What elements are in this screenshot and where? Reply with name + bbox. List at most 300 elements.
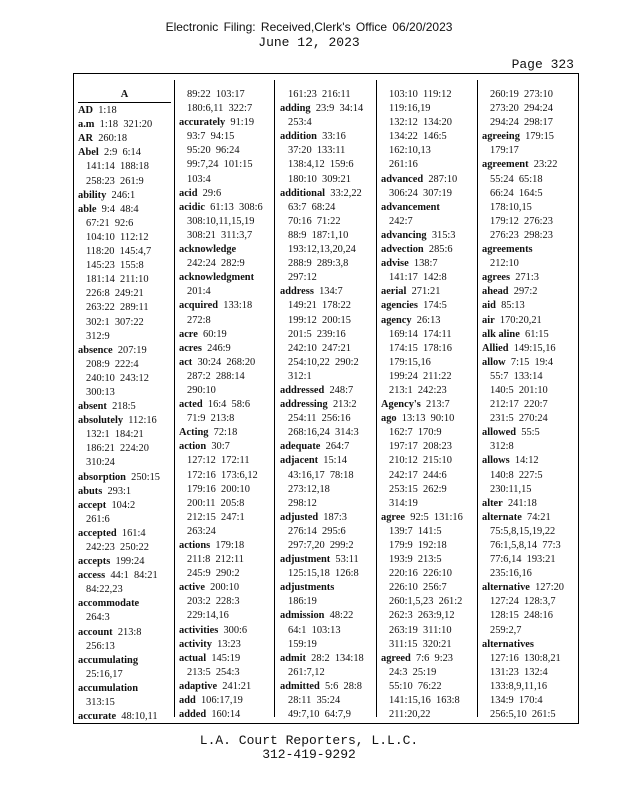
- index-term: activities: [179, 624, 219, 636]
- index-term: address: [280, 286, 314, 298]
- index-continuation: 313:15: [86, 697, 115, 709]
- index-term: adjacent: [280, 455, 319, 467]
- index-continuation: 230:11,15: [490, 483, 532, 495]
- index-term: agreeing: [482, 131, 520, 143]
- index-page-refs: 260:18: [93, 133, 128, 145]
- index-page-refs: 1:18: [93, 105, 117, 117]
- index-entry: [482, 328, 575, 342]
- index-entry: [179, 328, 272, 342]
- reporter-phone: 312-419-9292: [262, 747, 356, 762]
- index-entry: [482, 511, 575, 525]
- index-page-refs: 33:16: [316, 131, 346, 143]
- index-page-refs: 199:24: [110, 556, 145, 568]
- index-continuation: 200:11 205:8: [187, 497, 245, 509]
- index-entry: [280, 454, 373, 468]
- index-continuation: 162:10,13: [389, 145, 431, 157]
- index-continuation: 261:16: [389, 159, 418, 171]
- index-column-1: [78, 88, 171, 724]
- index-entry: [280, 652, 373, 666]
- efiling-stamp: Electronic Filing: Received,Clerk's Office 06/20/2023: [165, 20, 453, 34]
- index-entry: [482, 299, 575, 313]
- index-entry: [78, 203, 171, 217]
- index-term: Abel: [78, 147, 99, 159]
- index-term: agree: [381, 511, 406, 523]
- index-page-refs: 28:2 134:18: [305, 652, 364, 664]
- index-entry: [78, 499, 171, 513]
- index-continuation: 261:6: [86, 513, 110, 525]
- index-continuation: 67:21 92:6: [86, 217, 134, 229]
- index-continuation: 229:14,16: [187, 610, 229, 622]
- page-number: Page 323: [511, 57, 574, 72]
- index-continuation: 212:17 220:7: [490, 399, 548, 411]
- index-entry: [381, 285, 474, 299]
- index-entry: [78, 555, 171, 569]
- index-entry: [179, 398, 272, 412]
- index-entry: [280, 398, 373, 412]
- index-page-refs: 138:7: [408, 258, 438, 270]
- index-continuation: 263:24: [187, 525, 216, 537]
- index-continuation: 213:5 254:3: [187, 666, 240, 678]
- index-term: alter: [482, 497, 503, 509]
- index-entry: [179, 694, 272, 708]
- index-continuation: 276:14 295:6: [288, 525, 346, 537]
- index-term: adaptive: [179, 680, 218, 692]
- index-continuation: 253:4: [288, 117, 312, 129]
- index-page-refs: 5:6 28:8: [319, 680, 362, 692]
- index-term: absence: [78, 344, 113, 356]
- index-page-refs: 187:3: [318, 511, 347, 523]
- index-page-refs: 30:24 268:20: [192, 356, 256, 368]
- index-page-refs: 134:7: [313, 286, 343, 298]
- index-continuation: 179:17: [490, 145, 519, 157]
- index-term: add: [179, 695, 196, 707]
- index-term: addressing: [280, 399, 328, 411]
- index-term: aerial: [381, 286, 407, 298]
- index-term: activity: [179, 638, 212, 650]
- index-entry: [179, 299, 272, 313]
- index-continuation: 199:12 200:15: [288, 314, 351, 326]
- index-continuation: 84:22,23: [86, 584, 123, 596]
- index-page-refs: 264:7: [320, 441, 350, 453]
- index-continuation: 93:7 94:15: [187, 131, 235, 143]
- index-term: able: [78, 203, 97, 215]
- index-term: added: [179, 709, 207, 721]
- index-continuation: 179:16 200:10: [187, 483, 250, 495]
- index-term: alternate: [482, 511, 522, 523]
- index-page-refs: 293:1: [102, 485, 132, 497]
- index-continuation: 314:19: [389, 497, 418, 509]
- index-continuation: 201:5 239:16: [288, 328, 346, 340]
- index-continuation: 180:6,11 322:7: [187, 103, 253, 115]
- index-term: alternatives: [482, 638, 534, 650]
- index-term: agency: [381, 314, 412, 326]
- index-continuation: 256:5,10 261:5: [490, 709, 556, 721]
- index-continuation: 308:21 311:3,7: [187, 229, 253, 241]
- index-page-refs: 207:19: [112, 344, 147, 356]
- index-term: acres: [179, 342, 202, 354]
- index-term: addressed: [280, 384, 325, 396]
- index-page-refs: 48:22: [324, 610, 354, 622]
- index-entry: [78, 569, 171, 583]
- index-entry: [179, 680, 272, 694]
- index-term: adjustment: [280, 554, 331, 566]
- index-continuation: 268:16,24 314:3: [288, 427, 359, 439]
- index-term: active: [179, 582, 205, 594]
- index-entry: [381, 652, 474, 666]
- index-page-refs: 7:6 9:23: [410, 652, 453, 664]
- index-continuation: 312:1: [288, 370, 312, 382]
- index-entry: [482, 271, 575, 285]
- index-term: acknowledgment: [179, 272, 255, 284]
- index-column-2: [179, 88, 272, 722]
- index-entry: [78, 146, 171, 160]
- index-continuation: 141:14 188:18: [86, 161, 149, 173]
- index-entry: [381, 229, 474, 243]
- index-continuation: 197:17 208:23: [389, 441, 452, 453]
- column-divider: [274, 80, 275, 717]
- index-continuation: 179:9 192:18: [389, 540, 447, 551]
- index-entry: [78, 654, 171, 668]
- index-page-refs: 44:1 84:21: [105, 570, 158, 582]
- index-continuation: 242:23 250:22: [86, 542, 149, 553]
- index-continuation: 118:20 145:4,7: [86, 246, 152, 258]
- index-continuation: 264:3: [86, 612, 110, 624]
- index-page-refs: 23:9 34:14: [310, 103, 364, 115]
- index-term: ability: [78, 189, 107, 201]
- index-continuation: 119:16,19: [389, 103, 431, 115]
- index-page-refs: 218:5: [106, 401, 136, 413]
- index-entry: [179, 440, 272, 454]
- index-entry: [78, 485, 171, 499]
- index-continuation: 298:12: [288, 497, 317, 509]
- index-page-refs: 1:18 321:20: [94, 119, 153, 131]
- index-continuation: 131:23 132:4: [490, 666, 548, 678]
- column-divider: [376, 80, 377, 717]
- index-term: addition: [280, 131, 317, 143]
- index-term: AD: [78, 105, 94, 117]
- index-page-refs: 55:5: [516, 427, 540, 439]
- index-continuation: 302:1 307:22: [86, 316, 144, 328]
- index-entry: [78, 344, 171, 358]
- index-continuation: 43:16,17 78:18: [288, 469, 354, 481]
- index-page-refs: 85:13: [495, 300, 525, 312]
- index-continuation: 141:17 142:8: [389, 272, 447, 284]
- index-continuation: 28:11 35:24: [288, 695, 341, 707]
- index-continuation: 179:15,16: [389, 356, 431, 368]
- index-entry: [381, 412, 474, 426]
- index-entry: [381, 173, 474, 187]
- index-page-refs: 248:7: [324, 384, 354, 396]
- index-page-refs: 250:15: [125, 471, 160, 483]
- index-continuation: 273:12,18: [288, 483, 330, 495]
- index-page-refs: 149:15,16: [508, 342, 556, 354]
- index-continuation: 193:9 213:5: [389, 554, 442, 566]
- index-entry: [179, 116, 272, 130]
- index-continuation: 127:12 172:11: [187, 455, 250, 467]
- index-entry: [482, 285, 575, 299]
- index-entry: [482, 497, 575, 511]
- index-page-refs: 285:6: [423, 244, 453, 256]
- index-continuation: 75:5,8,15,19,22: [490, 525, 556, 537]
- index-entry: [482, 454, 575, 468]
- index-term: admitted: [280, 680, 320, 692]
- index-term: alk aline: [482, 328, 520, 340]
- index-continuation: 242:24 282:9: [187, 258, 245, 270]
- index-term: accepted: [78, 527, 117, 539]
- index-term: acknowledge: [179, 244, 237, 256]
- index-term: agrees: [482, 272, 511, 284]
- index-term: acid: [179, 187, 198, 199]
- index-continuation: 55:24 65:18: [490, 173, 543, 185]
- index-continuation: 312:9: [86, 330, 110, 342]
- index-continuation: 145:23 155:8: [86, 260, 144, 272]
- index-continuation: 99:7,24 101:15: [187, 159, 253, 171]
- index-continuation: 88:9 187:1,10: [288, 229, 349, 241]
- index-entry: [179, 243, 272, 257]
- index-continuation: 288:9 289:3,8: [288, 258, 349, 270]
- index-entry: [381, 511, 474, 525]
- index-term: Allied: [482, 342, 509, 354]
- index-continuation: 71:9 213:8: [187, 413, 235, 425]
- index-term: admit: [280, 652, 306, 664]
- index-continuation: 140:5 201:10: [490, 384, 548, 396]
- index-term: aid: [482, 300, 496, 312]
- index-continuation: 25:16,17: [86, 668, 123, 680]
- index-entry: [280, 609, 373, 623]
- index-continuation: 134:9 170:4: [490, 695, 543, 707]
- index-term: agencies: [381, 300, 418, 312]
- index-term: access: [78, 570, 106, 582]
- index-term: absorption: [78, 471, 126, 483]
- index-entry: [482, 243, 575, 257]
- index-term: allowed: [482, 427, 517, 439]
- index-entry: [179, 201, 272, 215]
- index-term: Acting: [179, 427, 209, 439]
- index-continuation: 201:4: [187, 286, 211, 298]
- index-continuation: 49:7,10 64:7,9: [288, 709, 351, 721]
- index-page-refs: 15:14: [318, 455, 347, 467]
- index-term: air: [482, 314, 495, 326]
- index-page-refs: 72:18: [208, 427, 238, 439]
- index-entry: [78, 189, 171, 203]
- index-term: agreed: [381, 652, 411, 664]
- index-entry: [78, 132, 171, 146]
- index-page-refs: 9:4 48:4: [96, 203, 139, 215]
- index-page-refs: 112:16: [123, 415, 157, 427]
- index-entry: [179, 652, 272, 666]
- index-continuation: 132:1 184:21: [86, 429, 144, 441]
- index-continuation: 186:21 224:20: [86, 443, 149, 455]
- index-page-refs: 53:11: [330, 554, 359, 566]
- index-page-refs: 145:19: [206, 652, 241, 664]
- index-continuation: 162:7 170:9: [389, 427, 442, 439]
- index-entry: [482, 342, 575, 356]
- index-continuation: 104:10 112:12: [86, 231, 149, 243]
- index-term: advanced: [381, 173, 424, 185]
- index-continuation: 70:16 71:22: [288, 215, 341, 227]
- index-continuation: 242:17 244:6: [389, 469, 447, 481]
- index-page-refs: 26:13: [411, 314, 441, 326]
- index-continuation: 297:12: [288, 272, 317, 284]
- index-entry: [179, 539, 272, 553]
- index-page-refs: 2:9 6:14: [98, 147, 141, 159]
- index-entry: [482, 638, 575, 652]
- index-continuation: 89:22 103:17: [187, 89, 245, 100]
- index-entry: [179, 638, 272, 652]
- index-entry: [78, 527, 171, 541]
- transcript-date: June 12, 2023: [258, 35, 360, 50]
- index-continuation: 262:3 263:9,12: [389, 610, 455, 622]
- index-page-refs: 33:2,22: [325, 187, 362, 199]
- index-continuation: 212:15 247:1: [187, 511, 245, 523]
- index-page-refs: 213:7: [420, 399, 450, 411]
- index-continuation: 103:10 119:12: [389, 89, 452, 100]
- index-term: agreement: [482, 159, 529, 171]
- index-continuation: 181:14 211:10: [86, 274, 149, 286]
- index-page-refs: 23:22: [528, 159, 558, 171]
- index-continuation: 213:1 242:23: [389, 384, 447, 396]
- index-page-refs: 213:2: [327, 399, 357, 411]
- index-letter-heading: A: [78, 88, 171, 103]
- index-term: adequate: [280, 441, 321, 453]
- index-term: actions: [179, 540, 211, 551]
- index-entry: [381, 398, 474, 412]
- index-entry: [78, 414, 171, 428]
- index-continuation: 226:10 256:7: [389, 582, 447, 594]
- index-continuation: 127:16 130:8,21: [490, 652, 561, 664]
- index-continuation: 133:8,9,11,16: [490, 680, 548, 692]
- index-continuation: 179:12 276:23: [490, 215, 553, 227]
- index-entry: [280, 384, 373, 398]
- index-term: adding: [280, 103, 311, 115]
- index-continuation: 310:24: [86, 457, 115, 469]
- index-continuation: 256:13: [86, 640, 115, 652]
- index-page-refs: 241:21: [217, 680, 252, 692]
- index-term: additional: [280, 187, 326, 199]
- index-entry: [381, 243, 474, 257]
- index-term: accept: [78, 499, 107, 511]
- index-continuation: 55:7 133:14: [490, 370, 543, 382]
- index-page-refs: 315:3: [426, 229, 456, 241]
- index-page-refs: 179:18: [210, 540, 245, 551]
- index-page-refs: 60:19: [197, 328, 227, 340]
- index-continuation: 308:10,11,15,19: [187, 215, 255, 227]
- index-continuation: 169:14 174:11: [389, 328, 452, 340]
- index-continuation: 211:20,22: [389, 709, 431, 721]
- index-term: acidic: [179, 201, 205, 213]
- index-page-refs: 161:4: [116, 527, 146, 539]
- index-entry: [482, 158, 575, 172]
- index-continuation: 245:9 290:2: [187, 568, 240, 580]
- index-continuation: 297:7,20 299:2: [288, 540, 354, 551]
- index-entry: [482, 130, 575, 144]
- index-column-4: [381, 88, 474, 722]
- index-continuation: 253:15 262:9: [389, 483, 447, 495]
- index-term: allows: [482, 455, 510, 467]
- index-continuation: 174:15 178:16: [389, 342, 452, 354]
- index-continuation: 149:21 178:22: [288, 300, 351, 312]
- index-continuation: 240:10 243:12: [86, 372, 149, 384]
- index-entry: [482, 426, 575, 440]
- index-continuation: 66:24 164:5: [490, 187, 543, 199]
- index-continuation: 272:8: [187, 314, 211, 326]
- index-continuation: 261:7,12: [288, 666, 325, 678]
- index-entry: [179, 342, 272, 356]
- index-term: advancement: [381, 201, 440, 213]
- index-entry: [482, 581, 575, 595]
- index-page-refs: 74:21: [521, 511, 551, 523]
- index-continuation: 235:16,16: [490, 568, 532, 580]
- index-entry: [179, 187, 272, 201]
- index-continuation: 273:20 294:24: [490, 103, 553, 115]
- index-continuation: 199:24 211:22: [389, 370, 452, 382]
- index-continuation: 127:24 128:3,7: [490, 596, 556, 608]
- index-term: ahead: [482, 286, 509, 298]
- index-entry: [179, 581, 272, 595]
- index-continuation: 138:4,12 159:6: [288, 159, 354, 171]
- index-term: accommodate: [78, 598, 140, 610]
- index-page-refs: 200:10: [204, 582, 240, 594]
- index-page-refs: 246:1: [106, 189, 136, 201]
- index-page-refs: 160:14: [206, 709, 241, 721]
- index-continuation: 212:10: [490, 258, 519, 270]
- index-continuation: 208:9 222:4: [86, 358, 139, 370]
- index-entry: [280, 680, 373, 694]
- index-page-refs: 297:2: [508, 286, 538, 298]
- index-term: accepts: [78, 556, 111, 568]
- index-entry: [381, 257, 474, 271]
- index-continuation: 263:19 311:10: [389, 624, 452, 636]
- index-term: action: [179, 441, 207, 453]
- index-page-refs: 106:17,19: [195, 695, 243, 707]
- index-continuation: 254:11 256:16: [288, 413, 351, 425]
- index-entry: [381, 201, 474, 215]
- index-entry: [179, 708, 272, 722]
- index-continuation: 95:20 96:24: [187, 145, 240, 157]
- index-entry: [78, 597, 171, 611]
- index-entry: [280, 581, 373, 595]
- index-term: acted: [179, 399, 203, 411]
- index-continuation: 24:3 25:19: [389, 666, 437, 678]
- index-page-refs: 91:19: [225, 117, 255, 129]
- index-term: accurately: [179, 117, 226, 129]
- index-continuation: 76:1,5,8,14 77:3: [490, 540, 561, 551]
- index-term: advection: [381, 244, 424, 256]
- index-entry: [179, 426, 272, 440]
- index-frame: [73, 73, 579, 724]
- index-entry: [78, 118, 171, 132]
- index-entry: [280, 553, 373, 567]
- index-continuation: 186:19: [288, 596, 317, 608]
- index-continuation: 77:6,14 193:21: [490, 554, 556, 566]
- index-continuation: 134:22 146:5: [389, 131, 447, 143]
- index-continuation: 287:2 288:14: [187, 370, 245, 382]
- index-entry: [381, 299, 474, 313]
- index-entry: [482, 314, 575, 328]
- index-page-refs: 213:8: [112, 626, 142, 638]
- index-page-refs: 61:15: [519, 328, 549, 340]
- index-page-refs: 104:2: [106, 499, 136, 511]
- index-continuation: 294:24 298:17: [490, 117, 553, 129]
- index-page-refs: 92:5 131:16: [405, 511, 463, 523]
- index-continuation: 203:2 228:3: [187, 596, 240, 608]
- index-page-refs: 13:13 90:10: [396, 413, 455, 425]
- index-page-refs: 170:20,21: [494, 314, 542, 326]
- index-term: act: [179, 356, 193, 368]
- index-continuation: 259:2,7: [490, 624, 522, 636]
- index-page-refs: 29:6: [197, 187, 222, 199]
- index-continuation: 210:12 215:10: [389, 455, 452, 467]
